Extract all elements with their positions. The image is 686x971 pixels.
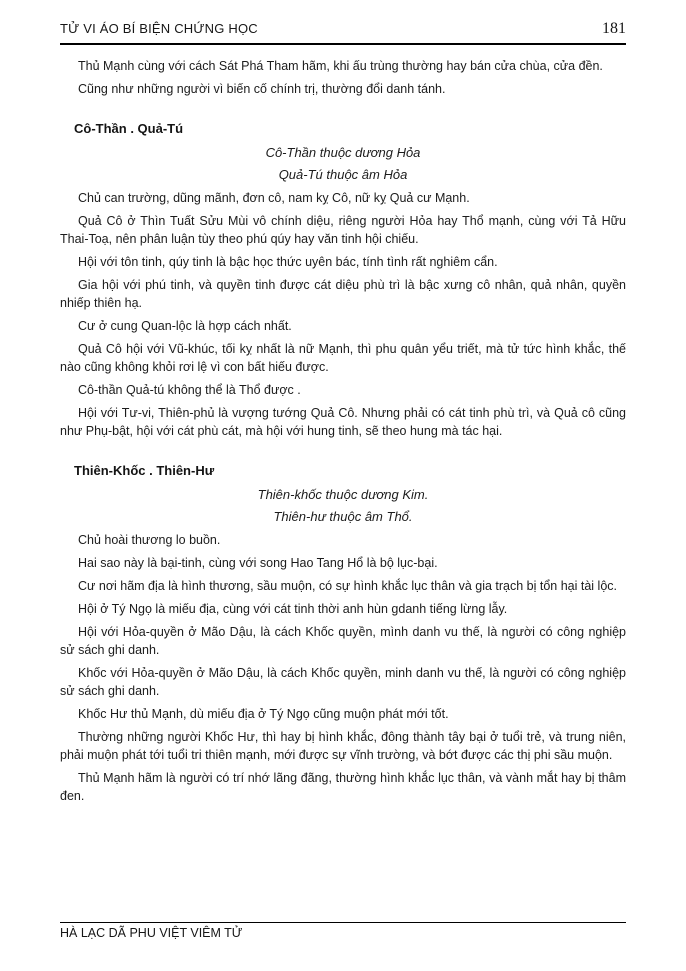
section-heading: Cô-Thần . Quả-Tú — [74, 121, 184, 136]
paragraph: Quả Cô hội với Vũ-khúc, tối kỵ nhất là nữ Mạnh, thì phu quân yểu triết, mà tử tức hình khắc, thế nào cũng không khỏi rơi lệ vì con bất hiếu được. — [60, 342, 626, 374]
subtitle-line: Thiên-khốc thuộc dương Kim. — [257, 487, 429, 502]
paragraph: Hai sao này là bại-tinh, cùng với song Hao Tang Hổ là bộ lục-bại. — [78, 556, 438, 570]
paragraph: Cư nơi hãm địa là hình thương, sầu muộn, có sự hình khắc lục thân và gia trạch bị tổn hại tài lộc. — [78, 579, 618, 593]
paragraph: Thủ Mạnh cùng với cách Sát Phá Tham hãm, khi ấu trùng thường hay bán cửa chùa, cửa đền. — [78, 59, 603, 73]
paragraph: Cũng như những người vì biến cố chính trị, thường đổi danh tánh. — [78, 82, 446, 96]
paragraph: Hội với tôn tinh, qúy tinh là bậc học thức uyên bác, tính tình rất nghiêm cẩn. — [78, 255, 498, 269]
paragraph: Khốc Hư thủ Mạnh, dù miếu địa ở Tý Ngọ cũng muộn phát mới tốt. — [78, 707, 449, 721]
paragraph: Thường những người Khốc Hư, thì hay bị hình khắc, đông thành tây bại ở tuổi trẻ, và trung niên, phải muộn phát tới tuổi tri thiên mạnh, mới được sự vĩnh trường, và bớt được các thị phi sầu muộn. — [60, 730, 626, 762]
subtitle-line: Cô-Thần thuộc dương Hỏa — [265, 145, 421, 160]
paragraph: Hội với Hỏa-quyền ở Mão Dậu, là cách Khốc quyền, mình danh vu thế, là người có công nghiệp sử sách ghi danh. — [60, 625, 626, 657]
subtitle-line: Thiên-hư thuộc âm Thổ. — [273, 509, 413, 524]
document-title: TỬ VI ÁO BÍ BIỆN CHỨNG HỌC — [60, 21, 258, 36]
paragraph: Thủ Mạnh hãm là người có trí nhớ lãng đãng, thường hình khắc lục thân, và vành mắt hay bị thâm đen. — [60, 771, 626, 803]
section-heading: Thiên-Khốc . Thiên-Hư — [74, 463, 215, 478]
paragraph: Quả Cô ở Thìn Tuất Sửu Mùi vô chính diệu, riêng người Hỏa hay Thổ mạnh, cùng với Tả Hữu Thai-Toạ, nên phân luận tùy theo phú qúy hay văn tinh hội chiếu. — [60, 214, 626, 246]
paragraph: Chủ hoài thương lo buồn. — [78, 533, 221, 547]
paragraph: Hội ở Tý Ngọ là miếu địa, cùng với cát tinh thời anh hùn gdanh tiếng lừng lẫy. — [78, 602, 508, 616]
document-body — [60, 57, 626, 805]
page-footer — [60, 922, 626, 940]
paragraph: Chủ can trường, dũng mãnh, đơn cô, nam kỵ Cô, nữ kỵ Quả cư Mạnh. — [78, 191, 470, 205]
footer-author: HÀ LẠC DÃ PHU VIỆT VIÊM TỬ — [60, 926, 243, 940]
page-header — [60, 20, 626, 45]
paragraph: Hội với Tư-vi, Thiên-phủ là vượng tướng Quả Cô. Nhưng phải có cát tinh phù trì, và Quả cô cũng như Phụ-bật, hội với cát phù cát, mà hội với hung tinh, sẽ theo hung mà tác hại. — [60, 406, 626, 438]
subtitle-line: Quả-Tú thuộc âm Hỏa — [278, 167, 408, 182]
paragraph: Cô-thần Quả-tú không thể là Thổ được . — [78, 383, 301, 397]
paragraph: Cư ở cung Quan-lộc là hợp cách nhất. — [78, 319, 292, 333]
paragraph: Khốc với Hỏa-quyền ở Mão Dậu, là cách Khốc quyền, minh danh vu thế, là người có công nghiệp sử sách ghi danh. — [60, 666, 626, 698]
paragraph: Gia hội với phú tinh, và quyền tinh được cát diệu phù trì là bậc xưng cô nhân, quả nhân, quyền nhiếp thiên hạ. — [60, 278, 626, 310]
page-number: 181 — [602, 20, 626, 37]
